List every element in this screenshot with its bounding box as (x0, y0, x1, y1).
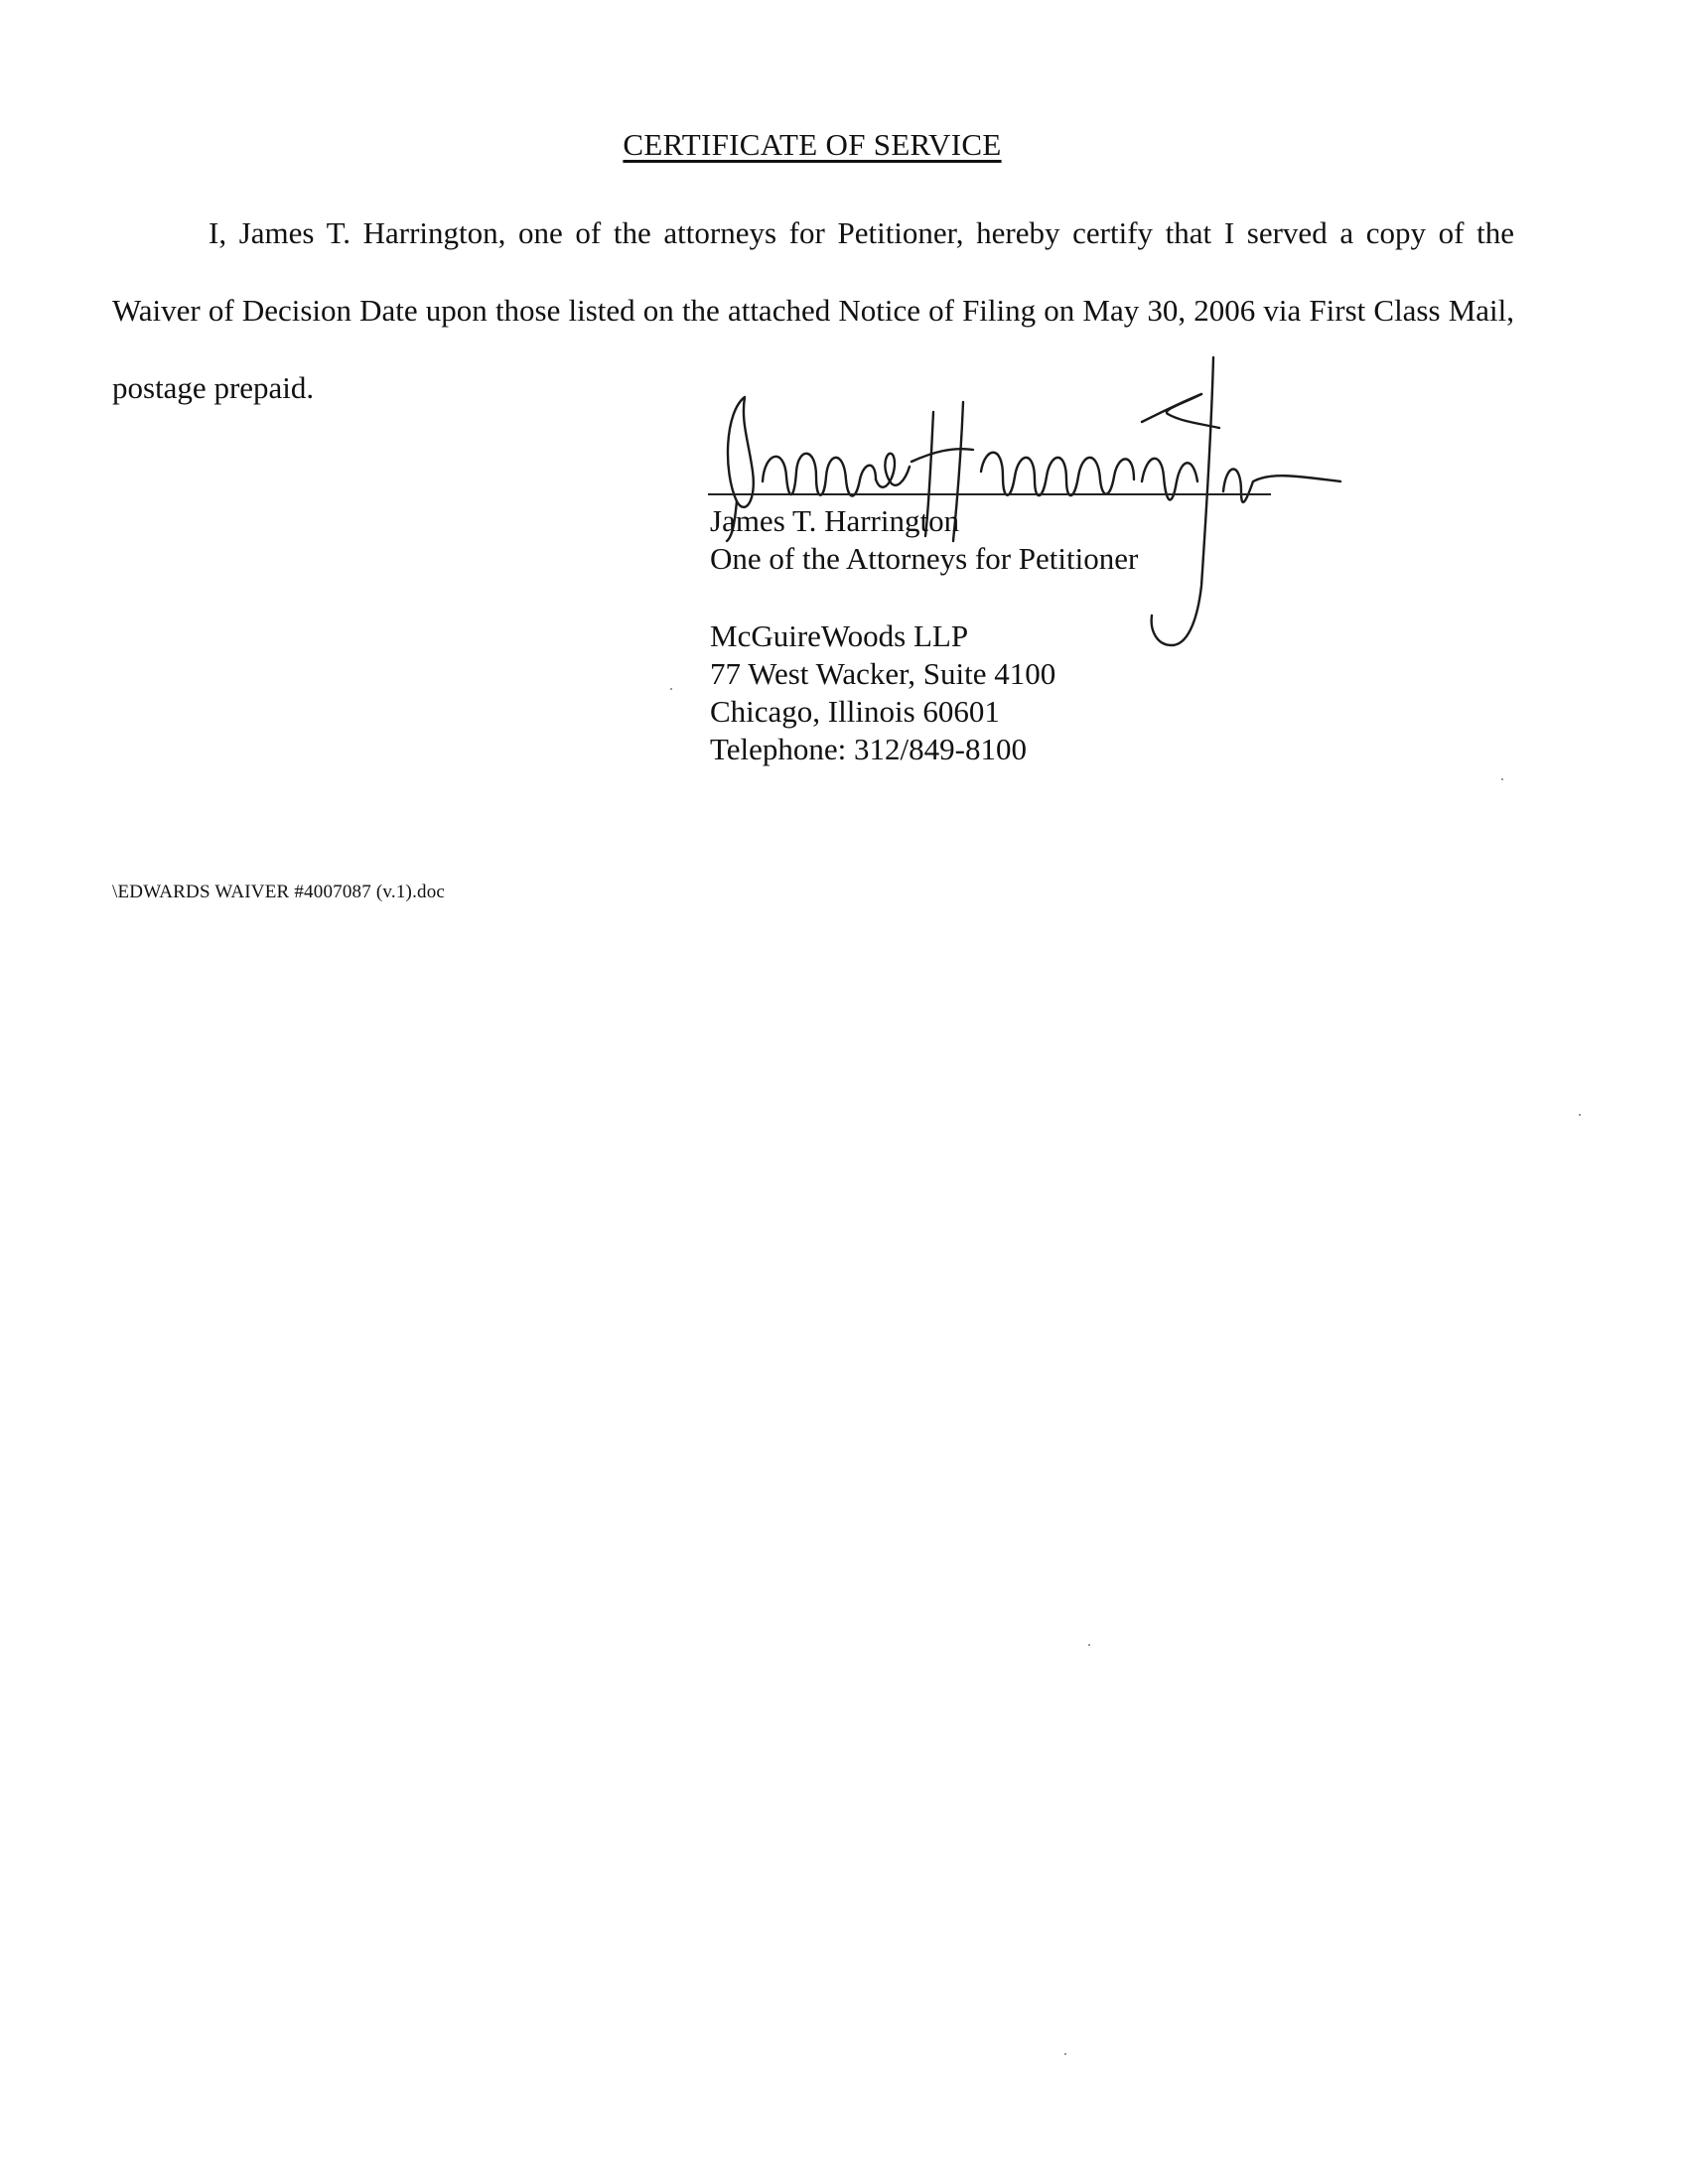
scan-speck (1088, 1644, 1090, 1646)
firm-address-line1: 77 West Wacker, Suite 4100 (710, 656, 1056, 691)
firm-name: McGuireWoods LLP (710, 618, 969, 653)
firm-telephone: Telephone: 312/849-8100 (710, 732, 1027, 766)
document-title: CERTIFICATE OF SERVICE (623, 127, 1002, 162)
scan-speck (670, 688, 672, 690)
document-footer-reference: \EDWARDS WAIVER #4007087 (v.1).doc (112, 882, 446, 902)
firm-address-line2: Chicago, Illinois 60601 (710, 694, 1000, 729)
signatory-block (710, 502, 1138, 578)
signature-line (708, 493, 1271, 495)
scan-speck (1064, 2053, 1066, 2055)
signatory-name: James T. Harrington (710, 503, 960, 538)
signatory-role: One of the Attorneys for Petitioner (710, 541, 1139, 576)
certification-text: I, James T. Harrington, one of the attorneys for Petitioner, hereby certify that I served a copy of the Waiver of Decision Date upon those listed on the attached Notice of Filing on May 30, 2006 via First Class Mail, postage prepaid. (112, 215, 1514, 405)
scan-speck (1579, 1114, 1581, 1116)
firm-block (710, 617, 1055, 768)
scan-speck (1501, 778, 1503, 780)
